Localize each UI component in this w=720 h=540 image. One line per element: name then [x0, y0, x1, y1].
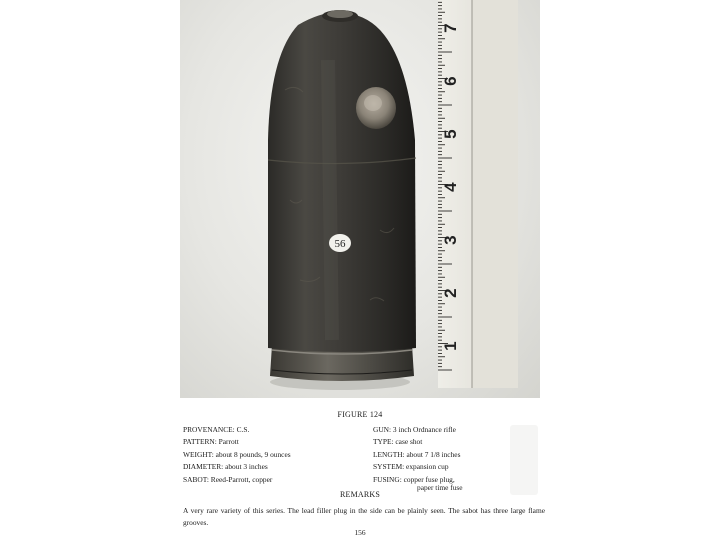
spec-diameter: DIAMETER: about 3 inches: [183, 462, 268, 472]
remarks-heading: REMARKS: [339, 490, 381, 499]
ruler-number: 4: [441, 182, 460, 192]
spec-gun: GUN: 3 inch Ordnance rifle: [373, 425, 456, 434]
projectile-illustration: [180, 0, 540, 398]
projectile-photo: [180, 0, 540, 398]
label-number: 56: [334, 238, 346, 250]
spec-fusing: FUSING: copper fuse plug,: [373, 474, 455, 484]
spec-system: SYSTEM: expansion cup: [373, 462, 449, 472]
spec-length: LENGTH: about 7 1/8 inches: [373, 449, 461, 459]
spec-type: TYPE: case shot: [373, 437, 423, 447]
page-number: 156: [354, 528, 366, 537]
ruler-number: 2: [441, 288, 460, 298]
figure-caption: FIGURE 124: [337, 410, 383, 419]
ruler-number: 7: [441, 23, 460, 33]
ruler-number: 6: [441, 76, 460, 86]
measuring-ruler: [438, 0, 518, 388]
spec-provenance: PROVENANCE: C.S.: [183, 425, 250, 434]
paper-smudge: [510, 425, 538, 495]
ruler-number: 1: [441, 341, 460, 351]
spec-weight: WEIGHT: about 8 pounds, 9 ounces: [183, 449, 291, 459]
spec-sabot: SABOT: Reed-Parrott, copper: [183, 474, 273, 484]
ruler-number: 3: [441, 235, 460, 245]
ruler-number: 5: [441, 129, 460, 139]
spec-pattern: PATTERN: Parrott: [183, 437, 239, 447]
remarks-text: A very rare variety of this series. The lead filler plug in the side can be plainly seen. The sabot has three large flame grooves.: [183, 506, 545, 527]
specs-left-column: [183, 424, 388, 486]
specifications: [183, 424, 543, 493]
spec-fusing-continuation: paper time fuse: [417, 483, 463, 493]
